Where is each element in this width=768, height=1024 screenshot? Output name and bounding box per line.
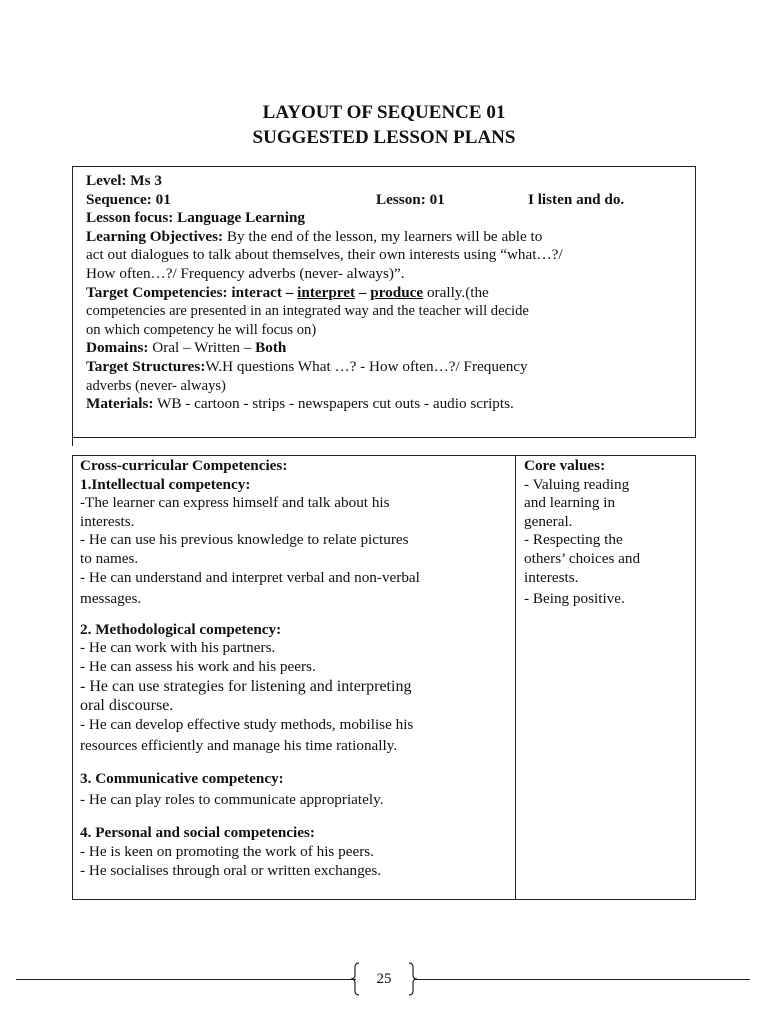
lesson-info	[86, 172, 676, 414]
personal-heading: 4. Personal and social competencies:	[80, 823, 315, 841]
domains-text: Oral – Written –	[148, 339, 256, 357]
objectives-label: Learning Objectives:	[86, 227, 224, 245]
list-item: general.	[524, 512, 573, 530]
column-divider	[515, 455, 516, 900]
lesson-title: I listen and do.	[528, 190, 625, 208]
lesson-number: Lesson: 01	[376, 190, 445, 208]
lesson-info-box-left-border	[72, 166, 73, 446]
list-item: - Valuing reading	[524, 475, 630, 493]
interpret-word: interpret	[297, 283, 356, 301]
list-item: - He can use strategies for listening and interpreting	[80, 677, 412, 695]
list-item: - He can use his previous knowledge to relate pictures	[80, 531, 409, 549]
level-label: Level: Ms 3	[86, 172, 162, 189]
materials-label: Materials:	[86, 395, 154, 413]
intellectual-heading: 1.Intellectual competency:	[80, 475, 251, 493]
competencies-label: Target Competencies: interact –	[86, 283, 298, 301]
right-brace-icon	[408, 962, 418, 996]
objectives-text: By the end of the lesson, my learners will be able to	[223, 227, 543, 245]
core-values-heading: Core values:	[524, 457, 606, 474]
spacer	[80, 810, 510, 824]
competencies-heading: Cross-curricular Competencies:	[80, 457, 288, 474]
list-item: interests.	[524, 568, 579, 586]
footer-rule-left	[16, 979, 356, 980]
list-item: - He can assess his work and his peers.	[80, 657, 316, 675]
page-subtitle: SUGGESTED LESSON PLANS	[252, 127, 516, 148]
footer-rule-right	[414, 979, 750, 980]
list-item: - He can work with his partners.	[80, 639, 276, 657]
page-title: LAYOUT OF SEQUENCE 01	[262, 102, 506, 123]
list-item: - He can understand and interpret verbal and non-verbal	[80, 568, 420, 586]
competencies-column	[80, 457, 510, 881]
produce-word: produce	[370, 283, 424, 301]
methodological-heading: 2. Methodological competency:	[80, 620, 282, 638]
competencies-dash: –	[355, 283, 371, 301]
materials-text: WB - cartoon - strips - newspapers cut outs - audio scripts.	[153, 395, 514, 413]
structures-text-2: adverbs (never- always)	[86, 377, 226, 394]
domains-both: Both	[255, 339, 287, 357]
spacer	[80, 756, 510, 770]
list-item: - He is keen on promoting the work of his peers.	[80, 842, 374, 860]
list-item: messages.	[80, 590, 142, 608]
list-item: -The learner can express himself and talk about his	[80, 494, 390, 512]
objectives-text-2: act out dialogues to talk about themselves, their own interests using “what…?/	[86, 246, 563, 264]
competencies-text-3: on which competency he will focus on)	[86, 321, 317, 338]
structures-label: Target Structures:	[86, 357, 206, 375]
list-item: - He can play roles to communicate appropriately.	[80, 791, 384, 809]
list-item: interests.	[80, 512, 135, 530]
list-item: - He can develop effective study methods, mobilise his	[80, 715, 414, 733]
list-item: and learning in	[524, 494, 616, 512]
list-item: to names.	[80, 549, 139, 567]
competencies-rest: orally.(the	[423, 283, 489, 301]
list-item: resources efficiently and manage his time rationally.	[80, 737, 398, 755]
list-item: - He socialises through oral or written exchanges.	[80, 862, 382, 880]
sequence-label: Sequence: 01	[86, 190, 171, 208]
page-number: 25	[376, 971, 392, 987]
lesson-focus: Lesson focus: Language Learning	[86, 209, 305, 227]
competencies-text-2: competencies are presented in an integrated way and the teacher will decide	[86, 303, 529, 320]
spacer	[80, 609, 510, 621]
domains-label: Domains:	[86, 339, 149, 357]
objectives-text-3: How often…?/ Frequency adverbs (never- always)”.	[86, 264, 405, 282]
structures-text: W.H questions What …? - How often…?/ Frequency	[205, 357, 528, 375]
list-item: - Being positive.	[524, 590, 625, 608]
list-item: others’ choices and	[524, 549, 641, 567]
core-values-column	[524, 457, 692, 609]
list-item: oral discourse.	[80, 697, 174, 715]
list-item: - Respecting the	[524, 531, 623, 549]
sequence-row	[86, 191, 676, 210]
communicative-heading: 3. Communicative competency:	[80, 769, 284, 787]
